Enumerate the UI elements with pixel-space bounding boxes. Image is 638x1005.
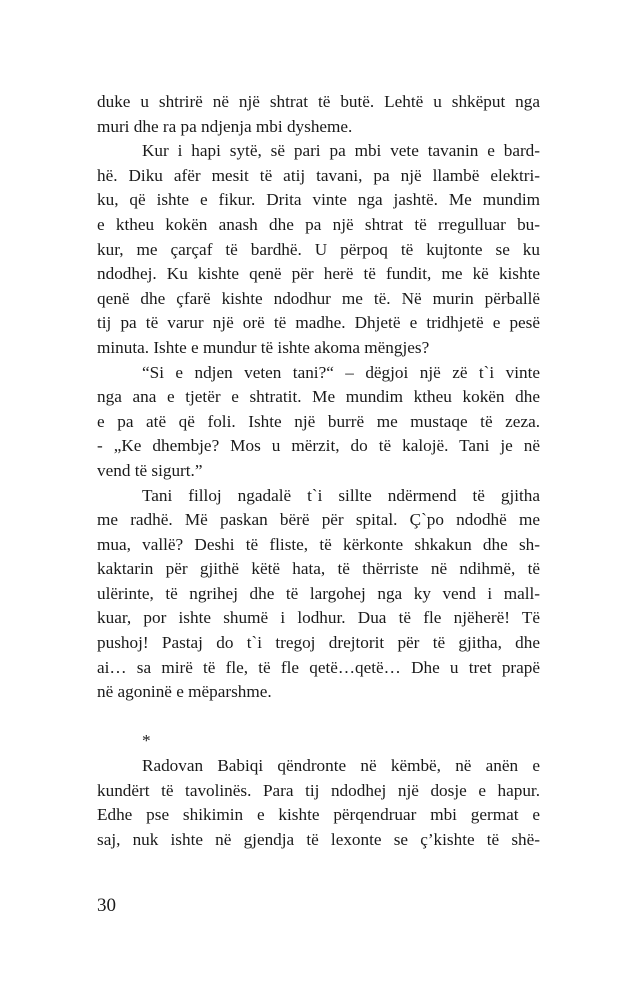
text-line: hë. Diku afër mesit të atij tavani, pa një llambë elektri- bbox=[97, 165, 540, 185]
text-line: e ktheu kokën anash dhe pa një shtrat të rregulluar bu- bbox=[97, 214, 540, 234]
text-line: tij pa të varur një orë të madhe. Dhjetë e tridhjetë e pesë bbox=[97, 313, 540, 333]
text-line: nga ana e tjetër e shtratit. Me mundim ktheu kokën dhe bbox=[97, 387, 540, 407]
text-line: kundërt të tavolinës. Para tij ndodhej një dosje e hapur. bbox=[97, 780, 540, 800]
text-line: kur, me çarçaf të bardhë. U përpoq të kujtonte se ku bbox=[97, 239, 540, 259]
text-line: kaktarin për gjithë këtë hata, të thërriste në ndihmë, të bbox=[97, 559, 540, 579]
text-line: saj, nuk ishte në gjendja të lexonte se ç’kishte të shë- bbox=[97, 829, 540, 849]
text-line: në agoninë e mëparshme. bbox=[97, 682, 272, 702]
text-line: pushoj! Pastaj do t`i tregoj drejtorit për të gjitha, dhe bbox=[97, 633, 540, 653]
text-line: kuar, por ishte shumë i lodhur. Dua të fle njëherë! Të bbox=[97, 608, 540, 628]
text-line: mua, vallë? Deshi të fliste, të kërkonte shkakun dhe sh- bbox=[97, 534, 540, 554]
text-line: ku, që ishte e fikur. Drita vinte nga jashtë. Me mundim bbox=[97, 190, 540, 210]
text-line: muri dhe ra pa ndjenja mbi dysheme. bbox=[97, 116, 353, 136]
text-line: Radovan Babiqi qëndronte në këmbë, në anën e bbox=[142, 756, 540, 776]
page-number: 30 bbox=[97, 895, 116, 916]
text-line: e pa atë që foli. Ishte një burrë me mustaqe të zeza. bbox=[97, 411, 540, 431]
text-line bbox=[97, 705, 540, 730]
body-text bbox=[97, 90, 540, 852]
text-line: me radhë. Më paskan bërë për spital. Ç`po ndodhë me bbox=[97, 510, 540, 530]
text-line: vend të sigurt.” bbox=[97, 460, 203, 480]
text-line: ulërinte, të ngrihej dhe të largohej nga ky vend i mall- bbox=[97, 583, 540, 603]
text-line: minuta. Ishte e mundur të ishte akoma mëngjes? bbox=[97, 337, 430, 357]
text-line: Tani filloj ngadalë t`i sillte ndërmend të gjitha bbox=[142, 485, 540, 505]
text-line: duke u shtrirë në një shtrat të butë. Lehtë u shkëput nga bbox=[97, 92, 540, 111]
text-line: ndodhej. Ku kishte qenë për herë të fundit, me kë kishte bbox=[97, 264, 540, 284]
text-line: Kur i hapi sytë, së pari pa mbi vete tavanin e bard- bbox=[142, 141, 540, 161]
text-line: qenë dhe çfarë kishte ndodhur me të. Në murin përballë bbox=[97, 288, 540, 308]
text-line: - „Ke dhembje? Mos u mërzit, do të kalojë. Tani je në bbox=[97, 436, 540, 456]
text-line: * bbox=[142, 731, 151, 751]
text-line: “Si e ndjen veten tani?“ – dëgjoi një zë t`i vinte bbox=[142, 362, 540, 382]
text-line: Edhe pse shikimin e kishte përqendruar mbi germat e bbox=[97, 805, 540, 825]
text-line: ai… sa mirë të fle, të fle qetë…qetë… Dhe u tret prapë bbox=[97, 657, 540, 677]
